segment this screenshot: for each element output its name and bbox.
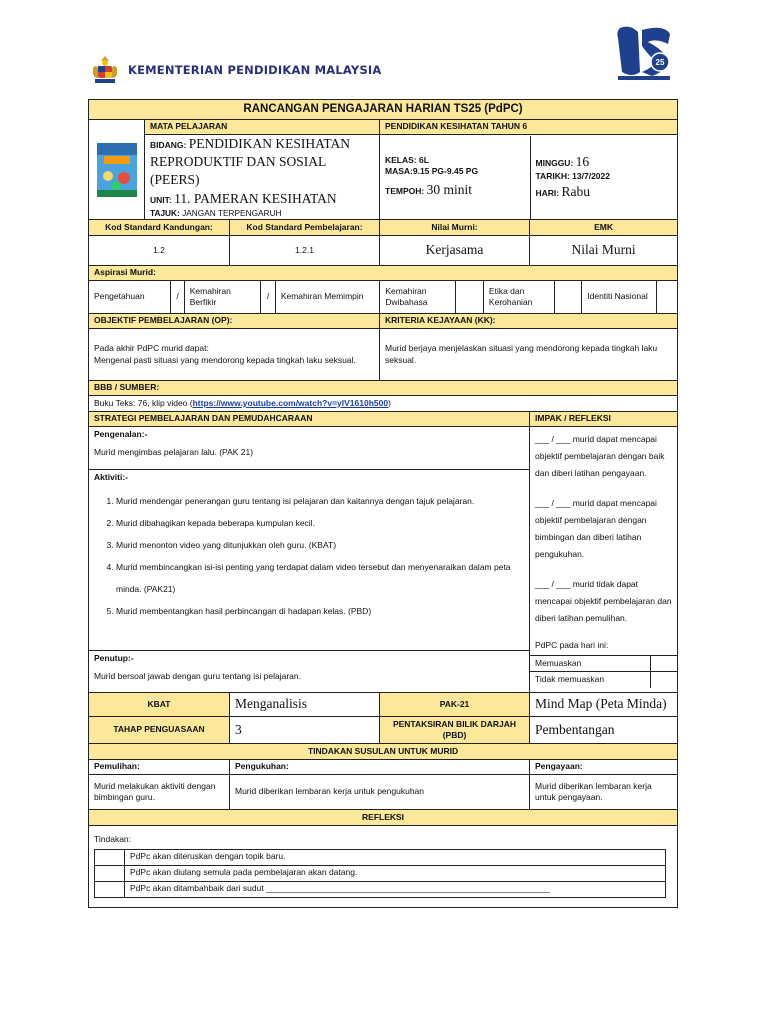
refleksi-label: REFLEKSI: [89, 810, 678, 826]
lesson-plan: [88, 99, 677, 908]
kbat-value: Menganalisis: [230, 693, 380, 717]
kk-label: KRITERIA KEJAYAAN (KK):: [380, 314, 678, 329]
date-block: [530, 136, 678, 219]
mata-pelajaran-label: MATA PELAJARAN: [145, 120, 380, 135]
impak-cell: [530, 427, 678, 693]
pengayaan-label: Pengayaan:: [530, 760, 678, 775]
emk-label: EMK: [530, 220, 678, 236]
emk-value: Nilai Murni: [530, 236, 678, 266]
unit-value: 11. PAMERAN KESIHATAN: [174, 190, 337, 206]
sp-label: Kod Standard Pembelajaran:: [230, 220, 380, 236]
op-text: [89, 329, 380, 381]
aktiviti-item: 2. Murid dibahagikan kepada beberapa kumpulan kecil.: [116, 512, 524, 534]
bbb-label: BBB / SUMBER:: [89, 381, 678, 396]
tahap-value: 3: [230, 717, 380, 744]
kelas-text: KELAS: 6L: [385, 154, 429, 165]
impak-row-1: ___ / ___ murid dapat mencapai objektif pembelajaran dengan baik dan diberi latihan pengayaan.: [535, 434, 665, 479]
schedule-table: [380, 136, 678, 219]
refleksi-option-3: PdPc akan ditambahbaik dari sudut ____________________________________________________________: [125, 881, 666, 897]
refleksi-option-2: PdPc akan diulang semula pada pembelajaran akan datang.: [125, 865, 666, 881]
lesson-plan-table: [88, 99, 678, 908]
impak-text-block: [530, 427, 677, 654]
subject-details: [145, 135, 380, 220]
aspirasi-tick-3: [455, 281, 483, 313]
refleksi-checkbox-1[interactable]: [95, 849, 125, 865]
schedule-cell: [380, 135, 678, 220]
minggu-value: 16: [575, 154, 590, 170]
sk-value: 1.2: [89, 236, 230, 266]
pengukuhan-label: Pengukuhan:: [230, 760, 530, 775]
textbook-cover-cell: [89, 120, 145, 220]
impak-row-3: ___ / ___ murid tidak dapat mencapai objektif pembelajaran dan diberi latihan pemulihan.: [535, 579, 672, 624]
refleksi-checkbox-3[interactable]: [95, 881, 125, 897]
unit-label: UNIT:: [150, 194, 172, 205]
pengayaan-text: Murid diberikan lembaran kerja untuk pengayaan.: [530, 775, 678, 810]
pak-label: PAK-21: [380, 693, 530, 717]
tarikh-text: TARIKH: 13/7/2022: [535, 171, 610, 182]
kbat-label: KBAT: [89, 693, 230, 717]
subject-heading: PENDIDIKAN KESIHATAN TAHUN 6: [380, 120, 678, 135]
malaysia-crest-icon: [90, 54, 120, 86]
hari-label: HARI:: [535, 187, 560, 198]
ts25-logo-text: 25: [655, 58, 665, 67]
bidang-value: PENDIDIKAN KESIHATAN REPRODUKTIF DAN SOSIAL (PEERS): [150, 136, 351, 188]
aspirasi-kemahiran-berfikir: Kemahiran Berfikir: [184, 281, 261, 313]
refleksi-checkbox-2[interactable]: [95, 865, 125, 881]
textbook-cover-icon: [96, 142, 138, 198]
aspirasi-kemahiran-dwibahasa: Kemahiran Dwibahasa: [380, 281, 456, 313]
bbb-close: ): [388, 397, 391, 408]
minggu-label: MINGGU:: [535, 158, 574, 169]
aspirasi-table: [89, 281, 677, 313]
penutup-label: Penutup:-: [94, 653, 134, 664]
aspirasi-tick-2: /: [261, 281, 275, 313]
hari-value: Rabu: [561, 183, 590, 199]
nilai-label: Nilai Murni:: [380, 220, 530, 236]
penutup-text: Murid bersoal jawab dengan guru tentang isi pelajaran.: [94, 670, 301, 681]
pengenalan-label: Pengenalan:-: [94, 429, 148, 440]
aspirasi-etika: Etika dan Kerohanian: [483, 281, 554, 313]
pdpc-checkbox-memuaskan[interactable]: [650, 656, 677, 672]
aspirasi-label: Aspirasi Murid:: [89, 266, 678, 281]
aktiviti-section: [89, 470, 529, 651]
op-line-1: Pada akhir PdPC murid dapat:: [94, 343, 209, 354]
strategy-label: STRATEGI PEMBELAJARAN DAN PEMUDAHCARAAN: [89, 412, 530, 427]
masa-text: MASA:9.15 PG-9.45 PG: [385, 166, 479, 177]
aspirasi-pengetahuan: Pengetahuan: [89, 281, 171, 313]
document-title: RANCANGAN PENGAJARAN HARIAN TS25 (PdPC): [89, 100, 678, 120]
refleksi-cell: [89, 826, 678, 908]
strategy-cell: [89, 427, 530, 693]
tindakan-label: TINDAKAN SUSULAN UNTUK MURID: [89, 744, 678, 760]
pengukuhan-text: Murid diberikan lembaran kerja untuk pengukuhan: [230, 775, 530, 810]
pengenalan-text: Murid mengimbas pelajaran lalu. (PAK 21): [94, 446, 254, 457]
pemulihan-text: Murid melakukan aktiviti dengan bimbingan guru.: [89, 775, 230, 810]
aktiviti-item: 1. Murid mendengar penerangan guru tentang isi pelajaran dan kaitannya dengan tajuk pelajaran.: [116, 490, 524, 512]
pbd-value: Pembentangan: [530, 717, 678, 744]
pak-value: Mind Map (Peta Minda): [530, 693, 678, 717]
bidang-label: BIDANG:: [150, 140, 187, 150]
tajuk-value: JANGAN TERPENGARUH: [182, 207, 282, 218]
pdpc-option-memuaskan: Memuaskan: [530, 656, 650, 672]
ts25-logo-icon: [612, 22, 678, 82]
aktiviti-list: [94, 490, 524, 622]
penutup-section: [89, 651, 529, 682]
sk-label: Kod Standard Kandungan:: [89, 220, 230, 236]
aspirasi-cell: [89, 281, 678, 314]
tajuk-label: TAJUK:: [150, 207, 180, 218]
aspirasi-kemahiran-memimpin: Kemahiran Memimpin: [275, 281, 380, 313]
tahap-label: TAHAP PENGUASAAN: [89, 717, 230, 744]
class-time-block: [380, 136, 530, 219]
impak-label: IMPAK / REFLEKSI: [530, 412, 678, 427]
tindakan-refleksi-label: Tindakan:: [94, 834, 132, 845]
sp-value: 1.2.1: [230, 236, 380, 266]
aspirasi-tick-1: /: [171, 281, 184, 313]
pdpc-label: PdPC pada hari ini:: [535, 640, 609, 651]
aktiviti-item: 4. Murid membincangkan isi-isi penting yang terdapat dalam video tersebut dan menyenaraikan dalam peta minda. (PAK21): [116, 556, 524, 600]
aspirasi-tick-5: [656, 281, 677, 313]
impak-row-2: ___ / ___ murid dapat mencapai objektif pembelajaran dengan bimbingan dan diberi latihan pengukuhan.: [535, 498, 657, 560]
aktiviti-item: 5. Murid membentangkan hasil perbincangan di hadapan kelas. (PBD): [116, 600, 524, 622]
pbd-label: PENTAKSIRAN BILIK DARJAH (PBD): [380, 717, 530, 744]
pemulihan-label: Pemulihan:: [89, 760, 230, 775]
refleksi-options-table: [94, 849, 666, 898]
aktiviti-label: Aktiviti:-: [94, 472, 128, 483]
pdpc-option-tidak: Tidak memuaskan: [530, 672, 650, 688]
bbb-text-cell: [89, 396, 678, 412]
bbb-text: Buku Teks: 76, klip video (: [94, 397, 193, 408]
pengenalan-section: [89, 427, 529, 470]
aspirasi-tick-4: [555, 281, 582, 313]
pdpc-options-table: [530, 655, 677, 688]
ministry-header: [90, 52, 382, 88]
tempoh-label: TEMPOH:: [385, 185, 425, 196]
op-line-2: Mengenal pasti situasi yang mendorong kepada tingkah laku seksual.: [94, 354, 356, 365]
nilai-value: Kerjasama: [380, 236, 530, 266]
kk-text: Murid berjaya menjelaskan situasi yang mendorong kepada tingkah laku seksual.: [380, 329, 678, 381]
pdpc-checkbox-tidak[interactable]: [650, 672, 677, 688]
aspirasi-identiti: Identiti Nasional: [582, 281, 657, 313]
ministry-name: KEMENTERIAN PENDIDIKAN MALAYSIA: [128, 63, 382, 77]
tempoh-value: 30 minit: [426, 181, 472, 197]
video-link[interactable]: https://www.youtube.com/watch?v=ylV1610h500: [192, 397, 389, 408]
op-label: OBJEKTIF PEMBELAJARAN (OP):: [89, 314, 380, 329]
refleksi-option-1: PdPc akan diteruskan dengan topik baru.: [125, 849, 666, 865]
aktiviti-item: 3. Murid menonton video yang ditunjukkan oleh guru. (KBAT): [116, 534, 524, 556]
